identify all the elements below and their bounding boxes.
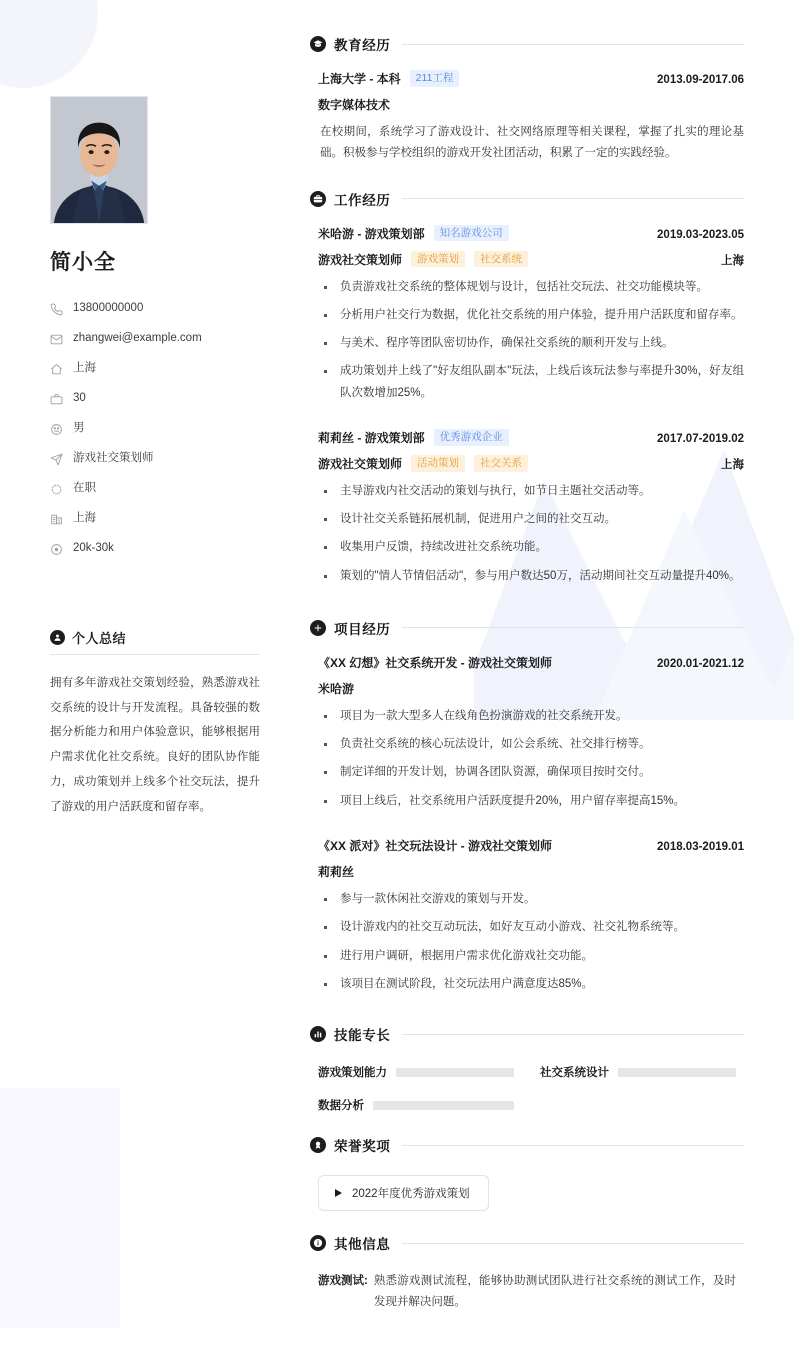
- awards-header: [310, 1135, 744, 1155]
- project-bullet: 项目为一款大型多人在线角色扮演游戏的社交系统开发。: [322, 706, 744, 727]
- project-entry-row: [318, 654, 744, 671]
- contact-row-phone: [50, 294, 260, 324]
- awards-title: 荣誉奖项: [334, 1139, 391, 1155]
- project-name: 《XX 派对》社交玩法设计 - 游戏社交策划师: [318, 838, 553, 853]
- user-icon: [50, 630, 65, 645]
- contact-row-age: [50, 384, 260, 414]
- skill-name: 数据分析: [318, 1100, 364, 1113]
- project-bullet: 项目上线后，社交系统用户活跃度提升20%，用户留存率提高15%。: [322, 791, 744, 812]
- work-entry-row: [318, 225, 744, 242]
- project-bullets: [322, 889, 744, 995]
- work-role-row: [318, 251, 744, 268]
- award-label: 2022年度优秀游戏策划: [352, 1188, 470, 1201]
- projects-rule: [402, 627, 744, 628]
- work-entry-row: [318, 429, 744, 446]
- other-section: [310, 1233, 744, 1314]
- work-section: [310, 189, 744, 596]
- project-bullet: 负责社交系统的核心玩法设计，如公会系统、社交排行榜等。: [322, 734, 744, 755]
- awards-list: [310, 1161, 744, 1219]
- work-skill-tag: 游戏策划: [411, 251, 465, 268]
- work-company-tag: 优秀游戏企业: [434, 429, 509, 446]
- work-role-left: [318, 455, 528, 472]
- education-rule: [402, 44, 744, 45]
- work-title: 工作经历: [334, 192, 391, 208]
- work-entry-left: [318, 429, 509, 446]
- education-entry: [310, 60, 744, 167]
- main-column: [300, 0, 794, 1348]
- project-entry-row: [318, 837, 744, 854]
- work-bullet: 负责游戏社交系统的整体规划与设计，包括社交玩法、社交功能模块等。: [322, 277, 744, 298]
- projects-header: [310, 618, 744, 638]
- work-entry: [310, 413, 744, 596]
- contact-row-home: [50, 354, 260, 384]
- skill-name: 社交系统设计: [540, 1067, 609, 1080]
- work-rule: [402, 198, 744, 199]
- skill-item: [318, 1064, 514, 1080]
- contact-value-email: zhangwei@example.com: [73, 332, 202, 345]
- work-role-left: [318, 251, 528, 268]
- skills-list: [310, 1050, 744, 1119]
- contact-row-salary: [50, 534, 260, 564]
- skill-progress-bar: [373, 1101, 514, 1110]
- contact-row-position: [50, 444, 260, 474]
- education-title: 教育经历: [334, 38, 391, 53]
- other-header: [310, 1233, 744, 1253]
- contact-row-email: [50, 324, 260, 354]
- project-icon: [310, 620, 326, 636]
- work-company: 莉莉丝 - 游戏策划部: [318, 430, 425, 445]
- work-company: 米哈游 - 游戏策划部: [318, 226, 425, 241]
- project-date: 2018.03-2019.01: [657, 840, 744, 853]
- other-value: 熟悉游戏测试流程，能够协助测试团队进行社交系统的测试工作，及时发现并解决问题。: [373, 1275, 736, 1309]
- other-rule: [402, 1243, 744, 1244]
- work-bullet: 设计社交关系链拓展机制，促进用户之间的社交互动。: [322, 509, 744, 530]
- briefcase-icon: [50, 393, 63, 406]
- education-entry-left: [318, 70, 459, 87]
- work-role-row: [318, 455, 744, 472]
- project-bullet: 制定详细的开发计划，协调各团队资源，确保项目按时交付。: [322, 762, 744, 783]
- work-entry: [310, 215, 744, 413]
- award-chip[interactable]: [318, 1175, 489, 1211]
- send-icon: [50, 453, 63, 466]
- contact-row-gender: [50, 414, 260, 444]
- gender-icon: [50, 423, 63, 436]
- project-bullet: 该项目在测试阶段，社交玩法用户满意度达85%。: [322, 974, 744, 995]
- work-skill-tag: 社交系统: [474, 251, 528, 268]
- education-school: 上海大学 - 本科: [318, 72, 401, 86]
- project-company: 米哈游: [318, 681, 355, 696]
- work-skill-tag: 社交关系: [474, 455, 528, 472]
- contact-value-city: 上海: [73, 512, 96, 525]
- profile-photo: [50, 96, 148, 224]
- contact-row-status: [50, 474, 260, 504]
- summary-title: 个人总结: [72, 631, 127, 646]
- work-icon: [310, 191, 326, 207]
- skill-name: 游戏策划能力: [318, 1067, 387, 1080]
- sidebar: [0, 0, 300, 1348]
- summary-section: [50, 628, 260, 819]
- work-location: 上海: [721, 458, 744, 471]
- work-role: 游戏社交策划师: [318, 456, 403, 471]
- work-location: 上海: [721, 254, 744, 267]
- summary-header: [50, 628, 260, 655]
- education-section: [310, 34, 744, 167]
- phone-icon: [50, 303, 63, 316]
- other-title: 其他信息: [334, 1237, 391, 1253]
- work-bullet: 分析用户社交行为数据，优化社交系统的用户体验，提升用户活跃度和留存率。: [322, 305, 744, 326]
- education-header: [310, 34, 744, 54]
- skills-title: 技能专长: [334, 1028, 391, 1044]
- project-entry: [310, 821, 744, 1004]
- skills-section: [310, 1024, 744, 1119]
- awards-rule: [402, 1145, 744, 1146]
- skills-rule: [402, 1034, 744, 1035]
- salary-icon: [50, 543, 63, 556]
- contact-value-home: 上海: [73, 362, 96, 375]
- work-skill-tag: 活动策划: [411, 455, 465, 472]
- work-role: 游戏社交策划师: [318, 252, 403, 267]
- project-name: 《XX 幻想》社交系统开发 - 游戏社交策划师: [318, 655, 553, 670]
- contact-value-phone: 13800000000: [73, 302, 144, 315]
- skills-header: [310, 1024, 744, 1044]
- project-entry: [310, 644, 744, 821]
- skill-item: [540, 1064, 736, 1080]
- education-tag: 211工程: [410, 70, 460, 87]
- graduation-icon: [310, 36, 326, 52]
- award-icon: [310, 1137, 326, 1153]
- education-date: 2013.09-2017.06: [657, 74, 744, 86]
- other-list: [310, 1259, 744, 1314]
- project-bullet: 参与一款休闲社交游戏的策划与开发。: [322, 889, 744, 910]
- skill-progress-bar: [396, 1068, 514, 1077]
- project-bullet: 进行用户调研，根据用户需求优化游戏社交功能。: [322, 946, 744, 967]
- project-bullet: 设计游戏内的社交互动玩法，如好友互动小游戏、社交礼物系统等。: [322, 917, 744, 938]
- contact-value-gender: 男: [73, 422, 85, 435]
- contact-list: [50, 294, 260, 564]
- project-date: 2020.01-2021.12: [657, 657, 744, 670]
- work-bullets: [322, 481, 744, 587]
- work-date: 2019.03-2023.05: [657, 228, 744, 241]
- summary-text: 拥有多年游戏社交策划经验，熟悉游戏社交系统的设计与开发流程。具备较强的数据分析能力和用户体验意识，能够根据用户需求优化社交系统。良好的团队协作能力，成功策划并上线多个社交玩法，提升了游戏的用户活跃度和留存率。: [50, 677, 260, 813]
- project-company: 莉莉丝: [318, 864, 355, 879]
- work-bullet: 主导游戏内社交活动的策划与执行，如节日主题社交活动等。: [322, 481, 744, 502]
- work-bullets: [322, 277, 744, 404]
- work-entry-left: [318, 225, 509, 242]
- education-major: 数字媒体技术: [318, 98, 391, 112]
- contact-row-city: [50, 504, 260, 534]
- work-bullet: 与美术、程序等团队密切协作，确保社交系统的顺利开发与上线。: [322, 333, 744, 354]
- contact-value-age: 30: [73, 392, 86, 405]
- project-bullets: [322, 706, 744, 812]
- work-bullet: 收集用户反馈，持续改进社交系统功能。: [322, 537, 744, 558]
- person-name: 简小全: [50, 251, 116, 274]
- work-bullet: 成功策划并上线了"好友组队副本"玩法，上线后该玩法参与率提升30%，好友组队次数增加25%。: [322, 361, 744, 404]
- info-icon: [310, 1235, 326, 1251]
- awards-section: [310, 1135, 744, 1219]
- city-icon: [50, 513, 63, 526]
- contact-value-status: 在职: [73, 482, 96, 495]
- projects-title: 项目经历: [334, 621, 391, 637]
- other-row: [318, 1271, 736, 1314]
- other-key: 游戏测试:: [318, 1275, 368, 1288]
- skills-icon: [310, 1026, 326, 1042]
- mail-icon: [50, 333, 63, 346]
- status-icon: [50, 483, 63, 496]
- home-icon: [50, 363, 63, 376]
- projects-section: [310, 618, 744, 1004]
- skill-item: [318, 1097, 514, 1113]
- skill-progress-bar: [618, 1068, 736, 1077]
- work-company-tag: 知名游戏公司: [434, 225, 509, 242]
- work-bullet: 策划的"情人节情侣活动"，参与用户数达50万，活动期间社交互动量提升40%。: [322, 566, 744, 587]
- work-header: [310, 189, 744, 209]
- education-description: 在校期间，系统学习了游戏设计、社交网络原理等相关课程，掌握了扎实的理论基础。积极参与学校组织的游戏开发社团活动，积累了一定的实践经验。: [320, 126, 744, 160]
- contact-value-salary: 20k-30k: [73, 542, 114, 555]
- play-triangle-icon: [335, 1189, 342, 1197]
- contact-value-position: 游戏社交策划师: [73, 452, 154, 465]
- education-entry-row: [318, 70, 744, 87]
- work-date: 2017.07-2019.02: [657, 432, 744, 445]
